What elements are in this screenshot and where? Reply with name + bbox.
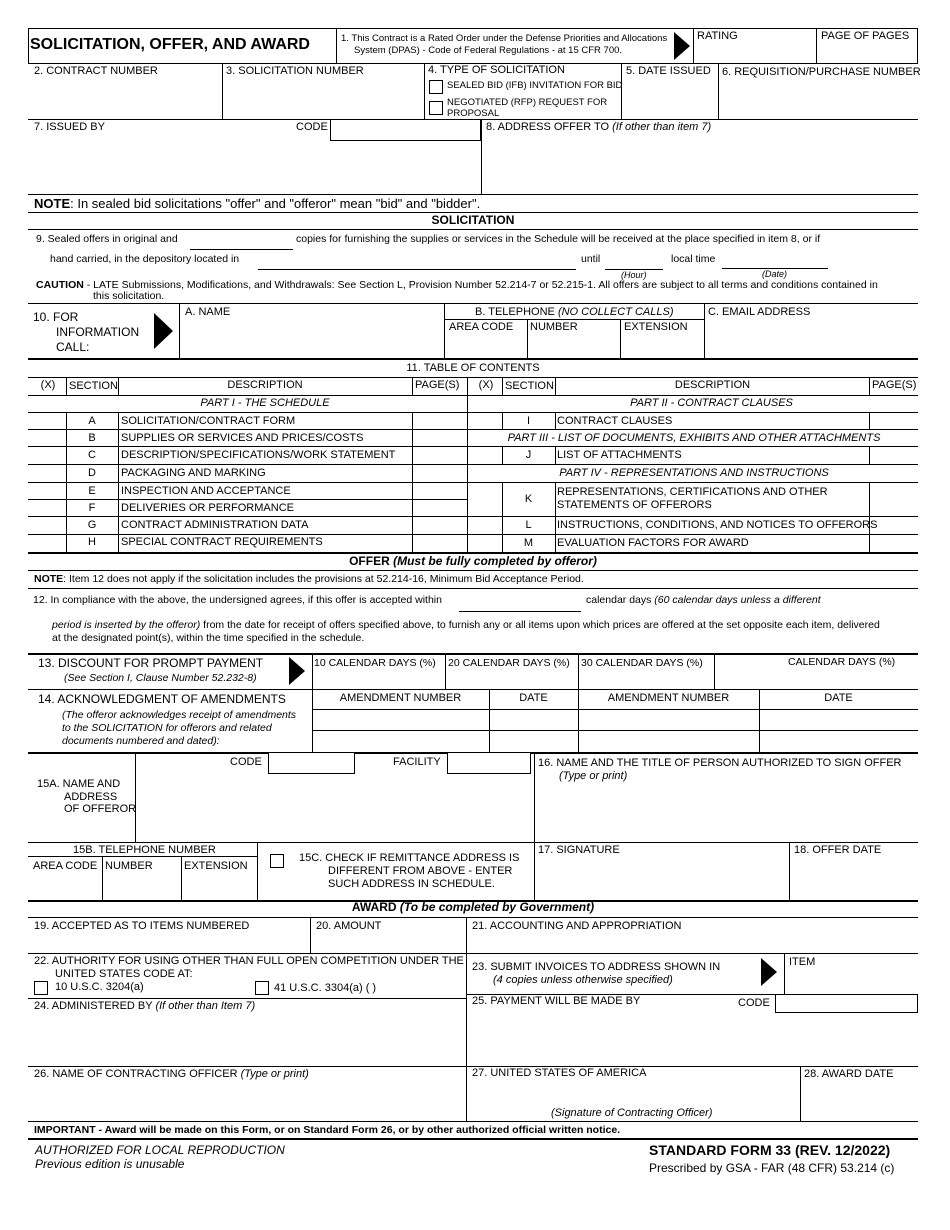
discount-10-days: 10 CALENDAR DAYS (%) (314, 657, 436, 669)
toc-row-section: J (525, 449, 532, 461)
amendment-number-header-2: AMENDMENT NUMBER (607, 692, 730, 704)
date-caption: (Date) (762, 269, 788, 279)
usc-3204-label: 10 U.S.C. 3204(a) (55, 981, 144, 993)
toc-part2: PART II - CONTRACT CLAUSES (630, 397, 793, 409)
offeror-code-label: CODE (230, 756, 262, 768)
toc-row-section: H (88, 536, 96, 548)
toc-row-description: CONTRACT ADMINISTRATION DATA (121, 519, 309, 531)
dpas-note-line1: 1. This Contract is a Rated Order under the Defense Priorities and Allocations (341, 33, 668, 44)
toc-description-header-right: DESCRIPTION (674, 379, 751, 391)
previous-edition-label: Previous edition is unusable (35, 1157, 185, 1171)
amendment-date-header-2: DATE (824, 692, 853, 704)
authorized-signer-label: 16. NAME AND THE TITLE OF PERSON AUTHORIZED TO SIGN OFFER (538, 757, 902, 769)
administered-by-label: 24. ADMINISTERED BY (If other than Item 7) (34, 1000, 256, 1012)
info-call-line3: CALL: (56, 340, 90, 354)
toc-row-section: G (87, 519, 97, 531)
requisition-number-label: 6. REQUISITION/PURCHASE NUMBER (722, 66, 921, 78)
accounting-label: 21. ACCOUNTING AND APPROPRIATION (472, 920, 682, 932)
toc-row-description: DELIVERIES OR PERFORMANCE (121, 502, 294, 514)
rating-label: RATING (697, 30, 738, 42)
item-label: ITEM (789, 956, 816, 968)
item9-line1a: 9. Sealed offers in original and (36, 233, 178, 245)
discount-label: 13. DISCOUNT FOR PROMPT PAYMENT (38, 656, 264, 670)
amendments-note-line1: (The offeror acknowledges receipt of amendments (62, 709, 297, 721)
arrow-right-icon (761, 958, 777, 986)
item12-line1: 12. In compliance with the above, the undersigned agrees, if this offer is accepted within (33, 594, 442, 606)
toc-row-description: SOLICITATION/CONTRACT FORM (121, 415, 296, 427)
amount-label: 20. AMOUNT (316, 920, 382, 932)
item9-line2: hand carried, in the depository located in (50, 253, 240, 265)
toc-row-section: E (88, 485, 96, 497)
type-of-solicitation-label: 4. TYPE OF SOLICITATION (428, 64, 565, 76)
local-reproduction-label: AUTHORIZED FOR LOCAL REPRODUCTION (35, 1143, 285, 1157)
submit-invoices-note: (4 copies unless otherwise specified) (493, 974, 673, 986)
toc-row-description: SUPPLIES OR SERVICES AND PRICES/COSTS (121, 432, 364, 444)
contact-name-label: A. NAME (185, 306, 231, 318)
toc-row-section: B (88, 432, 96, 444)
page-of-pages-label: PAGE OF PAGES (821, 30, 910, 42)
sealed-bid-note: NOTE: In sealed bid solicitations "offer" and "offeror" mean "bid" and "bidder". (34, 196, 481, 211)
date-issued-label: 5. DATE ISSUED (626, 65, 711, 77)
form-number: STANDARD FORM 33 (REV. 12/2022) (649, 1142, 891, 1158)
payment-code-input[interactable] (775, 994, 918, 1013)
offeror-number-label: NUMBER (105, 860, 153, 872)
payment-code-label: CODE (738, 997, 770, 1009)
arrow-right-icon (154, 313, 173, 349)
discount-30-days: 30 CALENDAR DAYS (%) (581, 657, 703, 669)
amendments-label: 14. ACKNOWLEDGMENT OF AMENDMENTS (38, 692, 286, 706)
submit-invoices-label: 23. SUBMIT INVOICES TO ADDRESS SHOWN IN (472, 961, 721, 973)
toc-row-description: SPECIAL CONTRACT REQUIREMENTS (121, 536, 323, 548)
offeror-name-label: 15A. NAME AND (37, 778, 121, 790)
offer-date-label: 18. OFFER DATE (794, 844, 882, 856)
toc-row-section: A (88, 415, 96, 427)
toc-section-header-right: SECTION (505, 380, 554, 392)
remittance-line1: 15C. CHECK IF REMITTANCE ADDRESS IS (299, 852, 520, 864)
award-date-label: 28. AWARD DATE (804, 1068, 894, 1080)
usc-3304-label: 41 U.S.C. 3304(a) ( ) (274, 982, 377, 994)
form-title: SOLICITATION, OFFER, AND AWARD (30, 36, 310, 53)
caution-line1: CAUTION - LATE Submissions, Modifications, and Withdrawals: See Section L, Provision Number 52.214-7 or 52.215-1. All offers are subject to all terms and conditions contained in (36, 279, 878, 291)
offeror-code-input[interactable] (268, 752, 355, 774)
award-heading: AWARD (To be completed by Government) (351, 900, 595, 914)
item12-line2: period is inserted by the offeror) from the date for receipt of offers specified above, to furnish any or all items upon which prices are offered at the set opposite each item, delivered (52, 619, 880, 631)
toc-row-description: LIST OF ATTACHMENTS (557, 449, 682, 461)
email-label: C. EMAIL ADDRESS (708, 306, 811, 318)
caution-line2: this solicitation. (93, 290, 165, 302)
negotiated-checkbox[interactable] (429, 101, 443, 115)
amendment-date-header: DATE (519, 692, 548, 704)
sealed-bid-checkbox[interactable] (429, 80, 443, 94)
discount-note: (See Section I, Clause Number 52.232-8) (64, 672, 257, 684)
toc-row-section: F (88, 502, 96, 514)
important-notice: IMPORTANT - Award will be made on this Form, or on Standard Form 26, or by other authorized official written notice. (34, 1124, 621, 1136)
usc-3204-checkbox[interactable] (34, 981, 48, 995)
amendments-note-line3: documents numbered and dated): (62, 735, 220, 747)
negotiated-label: NEGOTIATED (RFP) REQUEST FOR (447, 97, 608, 108)
contract-number-label: 2. CONTRACT NUMBER (34, 65, 158, 77)
toc-description-header: DESCRIPTION (227, 379, 303, 391)
toc-part3: PART III - LIST OF DOCUMENTS, EXHIBITS AND OTHER ATTACHMENTS (507, 432, 881, 444)
telephone-label: B. TELEPHONE (NO COLLECT CALLS) (475, 306, 674, 318)
negotiated-label-line2: PROPOSAL (447, 108, 500, 119)
amendments-note-line2: to the SOLICITATION for offerors and related (62, 722, 272, 734)
toc-row-description: DESCRIPTION/SPECIFICATIONS/WORK STATEMENT (121, 449, 396, 461)
address-offer-label: 8. ADDRESS OFFER TO (If other than item 7) (486, 121, 712, 133)
toc-row-description-line2: STATEMENTS OF OFFERORS (557, 499, 712, 511)
offer-heading: OFFER (Must be fully completed by offeror) (349, 554, 597, 568)
hour-caption: (Hour) (621, 270, 647, 280)
dpas-note-line2: System (DPAS) - Code of Federal Regulations - at 15 CFR 700. (354, 45, 623, 56)
item12-line1b: calendar days (60 calendar days unless a different (586, 594, 821, 606)
usc-3304-checkbox[interactable] (255, 981, 269, 995)
issued-by-label: 7. ISSUED BY (34, 121, 105, 133)
amendment-number-header: AMENDMENT NUMBER (339, 692, 462, 704)
payment-label: 25. PAYMENT WILL BE MADE BY (472, 995, 641, 1007)
toc-row-description: INSTRUCTIONS, CONDITIONS, AND NOTICES TO OFFERORS (557, 519, 878, 531)
toc-heading: 11. TABLE OF CONTENTS (406, 362, 540, 374)
remittance-line3: SUCH ADDRESS IN SCHEDULE. (328, 878, 495, 890)
toc-row-description: CONTRACT CLAUSES (557, 415, 673, 427)
toc-row-section: D (88, 467, 96, 479)
offeror-extension-label: EXTENSION (184, 860, 248, 872)
info-call-line1: 10. FOR (33, 310, 79, 324)
toc-part4: PART IV - REPRESENTATIONS AND INSTRUCTIONS (559, 467, 829, 479)
solicitation-number-label: 3. SOLICITATION NUMBER (226, 65, 364, 77)
offeror-label: OF OFFEROR (64, 803, 137, 815)
remittance-address-checkbox[interactable] (270, 854, 284, 868)
contracting-officer-signature-caption: (Signature of Contracting Officer) (551, 1107, 713, 1119)
solicitation-heading: SOLICITATION (431, 213, 515, 227)
remittance-line2: DIFFERENT FROM ABOVE - ENTER (328, 865, 513, 877)
offeror-address-label: ADDRESS (64, 791, 118, 803)
authority-label-line1: 22. AUTHORITY FOR USING OTHER THAN FULL OPEN COMPETITION UNDER THE (34, 955, 464, 967)
item9-line1b: copies for furnishing the supplies or services in the Schedule will be received at the place specified in item 8, or if (296, 233, 821, 245)
discount-calendar-days: CALENDAR DAYS (%) (788, 656, 896, 668)
local-time-label: local time (671, 253, 716, 265)
extension-label: EXTENSION (624, 321, 688, 333)
facility-label: FACILITY (393, 756, 441, 768)
toc-row-section: L (525, 519, 532, 531)
signature-label: 17. SIGNATURE (538, 844, 620, 856)
original-copies-input[interactable] (190, 249, 293, 250)
authority-label-line2: UNITED STATES CODE AT: (55, 968, 193, 980)
toc-pages-header-right: PAGE(S) (872, 379, 917, 391)
toc-row-description: REPRESENTATIONS, CERTIFICATIONS AND OTHER (557, 486, 828, 498)
toc-row-description: EVALUATION FACTORS FOR AWARD (557, 537, 749, 549)
prescribed-by: Prescribed by GSA - FAR (48 CFR) 53.214 (c) (649, 1161, 895, 1175)
discount-20-days: 20 CALENDAR DAYS (%) (448, 657, 570, 669)
toc-row-description: PACKAGING AND MARKING (121, 467, 266, 479)
toc-row-section: C (88, 449, 96, 461)
authorized-signer-note: (Type or print) (559, 770, 628, 782)
toc-row-section: K (524, 493, 533, 505)
facility-input[interactable] (447, 752, 531, 774)
offeror-telephone-label: 15B. TELEPHONE NUMBER (73, 844, 216, 856)
contracting-officer-label: 26. NAME OF CONTRACTING OFFICER (Type or print) (34, 1068, 309, 1080)
toc-row-description: INSPECTION AND ACCEPTANCE (121, 485, 291, 497)
toc-row-section: M (523, 537, 534, 549)
arrow-right-icon (289, 657, 305, 685)
issued-by-code-label: CODE (296, 121, 328, 133)
arrow-right-icon (674, 32, 690, 60)
offeror-area-code-label: AREA CODE (33, 860, 98, 872)
item12-line3: at the designated point(s), within the time specified in the schedule. (52, 632, 365, 644)
until-label: until (581, 253, 601, 265)
accepted-items-label: 19. ACCEPTED AS TO ITEMS NUMBERED (34, 920, 250, 932)
issued-by-code-input[interactable] (330, 119, 481, 141)
toc-x-header: (X) (40, 379, 56, 391)
toc-section-header: SECTION (69, 380, 118, 392)
sealed-bid-label: SEALED BID (IFB) INVITATION FOR BID (447, 80, 623, 91)
toc-part1: PART I - THE SCHEDULE (200, 397, 330, 409)
offer-note: NOTE: Item 12 does not apply if the solicitation includes the provisions at 52.214-16, Minimum Bid Acceptance Period. (34, 573, 584, 585)
area-code-label: AREA CODE (449, 321, 514, 333)
info-call-line2: INFORMATION (56, 325, 140, 339)
toc-row-section: I (526, 415, 531, 427)
toc-x-header-right: (X) (478, 379, 494, 391)
depository-input[interactable] (258, 269, 576, 270)
united-states-label: 27. UNITED STATES OF AMERICA (472, 1067, 647, 1079)
calendar-days-input[interactable] (459, 611, 581, 612)
phone-number-label: NUMBER (530, 321, 578, 333)
toc-pages-header: PAGE(S) (415, 379, 460, 391)
